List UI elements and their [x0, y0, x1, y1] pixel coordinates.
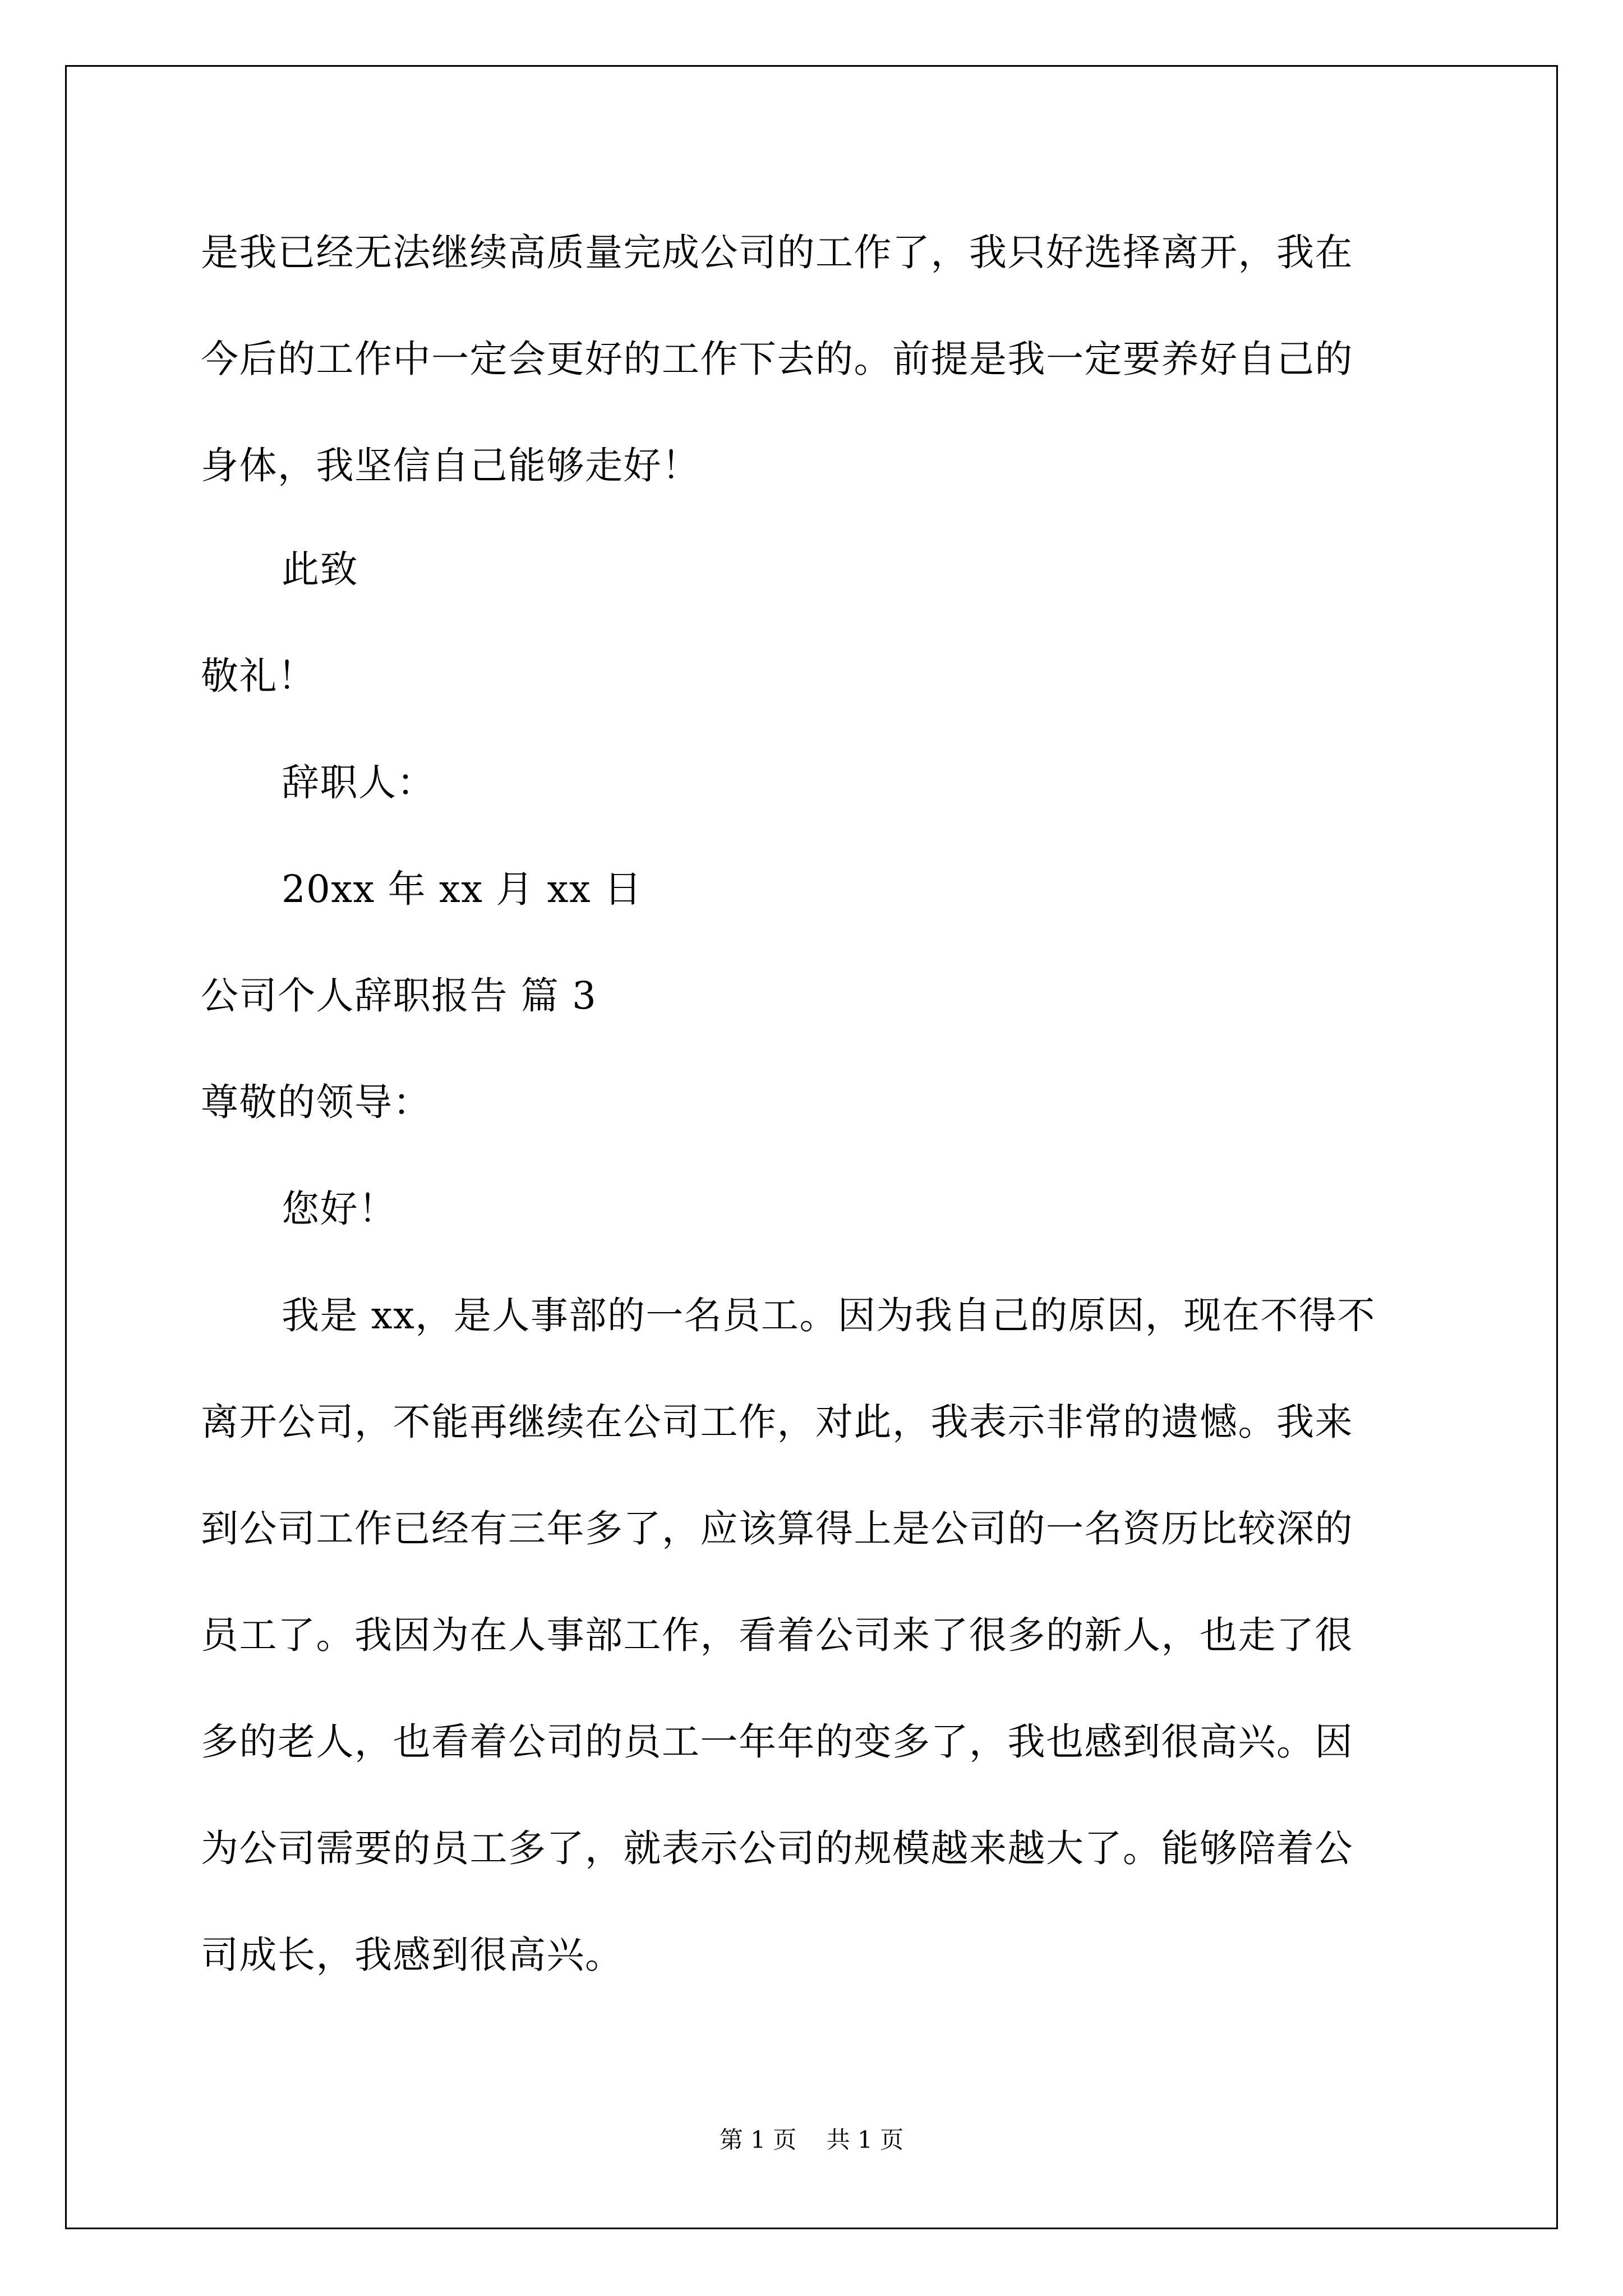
- page-border: [65, 65, 1558, 2229]
- body-line-7: 员工了。我因为在人事部工作，看着公司来了很多的新人，也走了很: [201, 1613, 1353, 1657]
- body-line-2: 今后的工作中一定会更好的工作下去的。前提是我一定要养好自己的: [201, 337, 1353, 381]
- body-line-5: 离开公司，不能再继续在公司工作，对此，我表示非常的遗憾。我来: [201, 1400, 1353, 1444]
- body-line-3: 身体，我坚信自己能够走好！: [201, 444, 700, 487]
- greeting: 尊敬的领导：: [201, 1080, 431, 1124]
- section-title: 公司个人辞职报告 篇 3: [201, 974, 597, 1018]
- body-line-1: 是我已经无法继续高质量完成公司的工作了，我只好选择离开，我在: [201, 231, 1353, 274]
- body-line-8: 多的老人，也看着公司的员工一年年的变多了，我也感到很高兴。因: [201, 1720, 1353, 1764]
- body-line-6: 到公司工作已经有三年多了，应该算得上是公司的一名资历比较深的: [201, 1507, 1353, 1550]
- signature-date: 20xx 年 xx 月 xx 日: [282, 867, 643, 911]
- signature-label: 辞职人：: [282, 761, 435, 804]
- page-number: 第 1 页 共 1 页: [719, 2126, 904, 2154]
- closing-salutation: 此致: [282, 547, 358, 591]
- body-line-10: 司成长，我感到很高兴。: [201, 1933, 624, 1977]
- body-line-4: 我是 xx，是人事部的一名员工。因为我自己的原因，现在不得不: [282, 1294, 1376, 1337]
- body-line-9: 为公司需要的员工多了，就表示公司的规模越来越大了。能够陪着公: [201, 1826, 1353, 1870]
- greeting-hello: 您好！: [282, 1187, 397, 1231]
- closing-respect: 敬礼！: [201, 654, 316, 698]
